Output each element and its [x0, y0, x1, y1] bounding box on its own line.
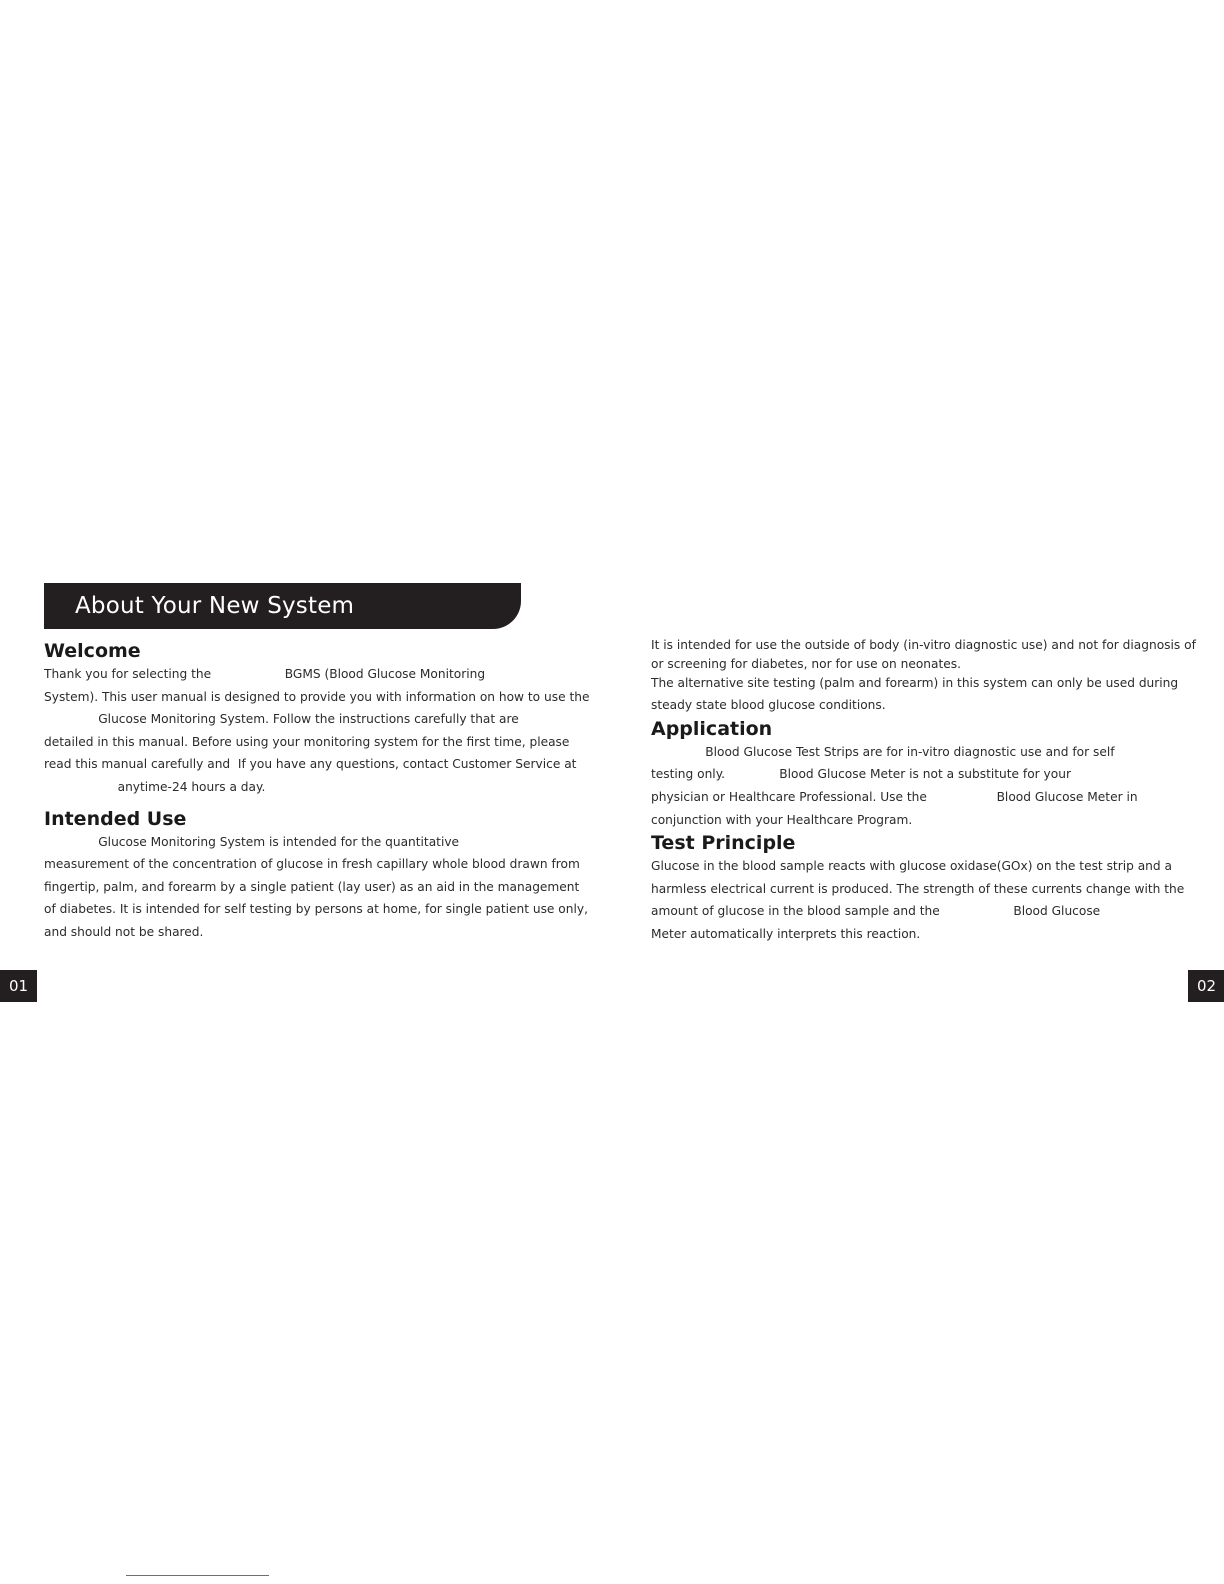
intro-line: or screening for diabetes, nor for use on neonates.: [651, 656, 961, 671]
test-principle-line: amount of glucose in the blood sample and the Blood Glucose: [651, 904, 1101, 919]
left-column: [44, 639, 590, 944]
welcome-line: Thank you for selecting the BGMS (Blood Glucose Monitoring: [44, 667, 486, 681]
intended-use-line: fingertip, palm, and forearm by a single patient (lay user) as an aid in the management: [44, 879, 580, 894]
test-principle-line: Meter automatically interprets this reaction.: [651, 926, 921, 941]
application-line: physician or Healthcare Professional. Use the Blood Glucose Meter in: [651, 789, 1138, 804]
welcome-line: read this manual carefully and If you have any questions, contact Customer Service at: [44, 757, 577, 772]
welcome-heading: Welcome: [44, 640, 141, 662]
test-principle-line: harmless electrical current is produced. The strength of these currents change with the: [651, 881, 1185, 896]
test-principle-line: Glucose in the blood sample reacts with glucose oxidase(GOx) on the test strip and a: [651, 859, 1172, 874]
welcome-line: System). This user manual is designed to provide you with information on how to use the: [44, 689, 590, 704]
welcome-line: anytime-24 hours a day.: [44, 779, 266, 794]
application-section: [651, 717, 1196, 831]
application-line: conjunction with your Healthcare Program.: [651, 812, 913, 827]
intro-line: It is intended for use the outside of body (in-vitro diagnostic use) and not for diagnosis of: [651, 638, 1196, 652]
right-column: [651, 634, 1196, 946]
intended-use-continued: [651, 634, 1196, 717]
test-principle-heading: Test Principle: [651, 832, 796, 855]
intended-use-line: of diabetes. It is intended for self testing by persons at home, for single patient use only,: [44, 902, 588, 917]
welcome-line: Glucose Monitoring System. Follow the instructions carefully that are: [44, 712, 519, 727]
footer-rule: [126, 1575, 269, 1576]
intended-use-line: and should not be shared.: [44, 924, 204, 939]
intro-line: steady state blood glucose conditions.: [651, 698, 886, 713]
application-line: Blood Glucose Test Strips are for in-vitro diagnostic use and for self: [651, 744, 1115, 759]
welcome-line: detailed in this manual. Before using your monitoring system for the first time, please: [44, 734, 570, 749]
intended-use-section: [44, 807, 588, 944]
page-number-right: 02: [1188, 970, 1224, 1002]
intended-use-line: Glucose Monitoring System is intended for the quantitative: [44, 834, 460, 849]
application-line: testing only. Blood Glucose Meter is not a substitute for your: [651, 767, 1071, 782]
application-heading: Application: [651, 717, 773, 740]
intended-use-line: measurement of the concentration of glucose in fresh capillary whole blood drawn from: [44, 857, 580, 872]
intended-use-heading: Intended Use: [44, 807, 187, 830]
welcome-section: [44, 639, 590, 799]
test-principle-section: [651, 831, 1196, 945]
intro-line: The alternative site testing (palm and forearm) in this system can only be used during: [651, 675, 1179, 690]
page-number-left: 01: [0, 970, 37, 1002]
section-banner: [44, 583, 521, 629]
section-title: About Your New System: [75, 593, 355, 619]
